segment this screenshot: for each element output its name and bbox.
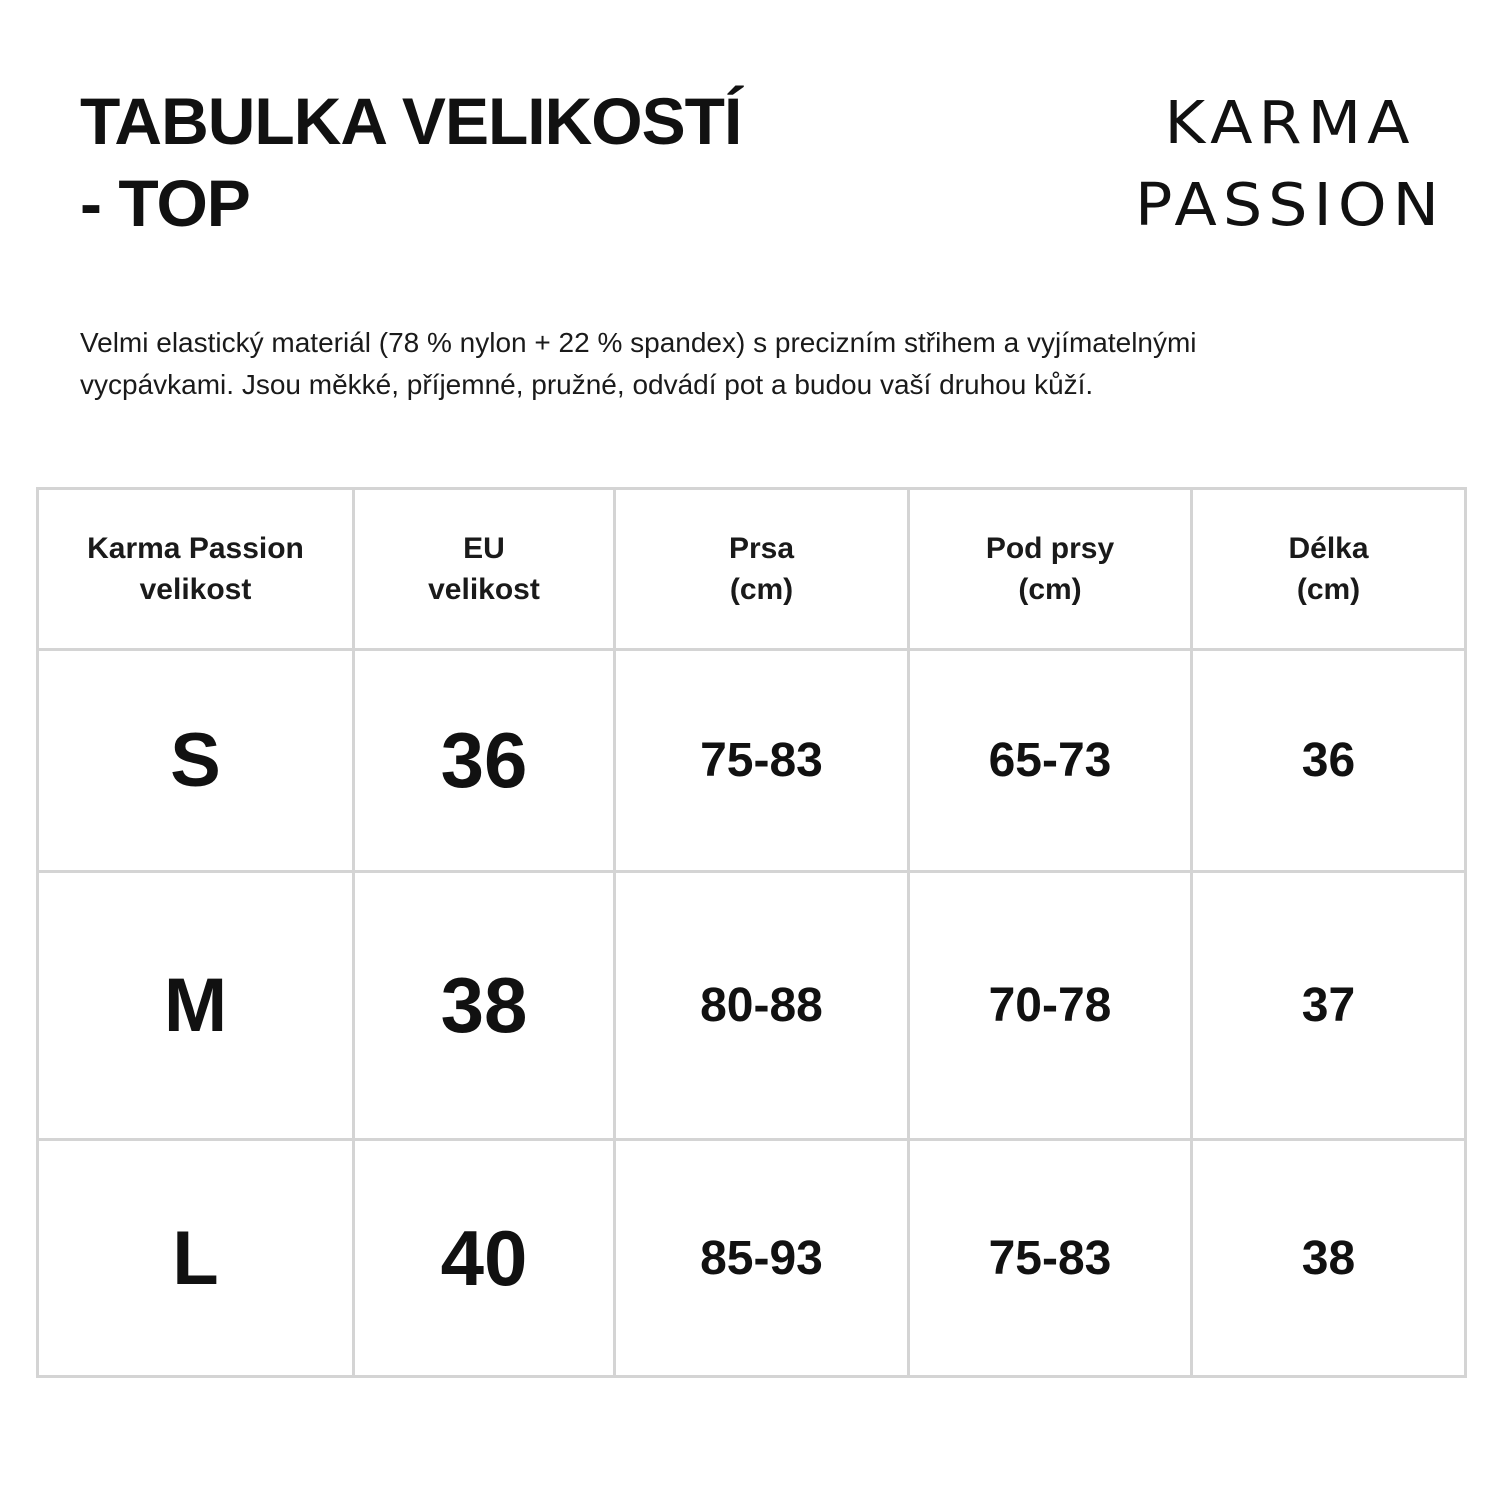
size-table bbox=[36, 487, 1467, 1378]
page-title-line-2: - TOP bbox=[80, 166, 250, 240]
description-line-2: vycpávkami. Jsou měkké, příjemné, pružné, odvádí pot a budou vaší druhou kůží. bbox=[80, 369, 1094, 400]
header-line: (cm) bbox=[1018, 573, 1082, 606]
table-header-row bbox=[38, 489, 1466, 650]
cell-underbust: 70-78 bbox=[909, 872, 1192, 1140]
cell-eu-size: 40 bbox=[354, 1140, 615, 1377]
cell-kp-size: M bbox=[38, 872, 354, 1140]
header-line: Karma Passion bbox=[87, 532, 304, 565]
header-line: EU bbox=[463, 532, 505, 565]
header-line: velikost bbox=[139, 573, 252, 606]
cell-eu-size: 38 bbox=[354, 872, 615, 1140]
cell-length: 37 bbox=[1192, 872, 1466, 1140]
header-line: (cm) bbox=[1296, 573, 1361, 606]
header-line: (cm) bbox=[729, 573, 794, 606]
page-title-line-1: TABULKA VELIKOSTÍ bbox=[80, 84, 742, 158]
header-eu-size bbox=[354, 489, 615, 650]
cell-length: 36 bbox=[1192, 650, 1466, 872]
table-row bbox=[38, 650, 1466, 872]
cell-bust: 75-83 bbox=[615, 650, 909, 872]
header-line: Pod prsy bbox=[985, 532, 1115, 565]
cell-kp-size: S bbox=[38, 650, 354, 872]
brand-logo-line-1: KARMA bbox=[1164, 87, 1416, 158]
cell-bust: 80-88 bbox=[615, 872, 909, 1140]
cell-bust: 85-93 bbox=[615, 1140, 909, 1377]
cell-length: 38 bbox=[1192, 1140, 1466, 1377]
cell-underbust: 65-73 bbox=[909, 650, 1192, 872]
brand-logo-line-2: PASSION bbox=[1134, 169, 1445, 240]
header-underbust bbox=[909, 489, 1192, 650]
header-line: velikost bbox=[428, 573, 540, 606]
header-line: Délka bbox=[1288, 532, 1369, 565]
header-bust bbox=[615, 489, 909, 650]
product-description bbox=[80, 322, 1420, 406]
header-length bbox=[1192, 489, 1466, 650]
table-row bbox=[38, 872, 1466, 1140]
cell-eu-size: 36 bbox=[354, 650, 615, 872]
cell-kp-size: L bbox=[38, 1140, 354, 1377]
cell-underbust: 75-83 bbox=[909, 1140, 1192, 1377]
description-line-1: Velmi elastický materiál (78 % nylon + 22 % spandex) s precizním střihem a vyjímatelnými bbox=[80, 327, 1197, 358]
header-kp-size bbox=[38, 489, 354, 650]
header-line: Prsa bbox=[728, 532, 795, 565]
brand-logo bbox=[1120, 82, 1460, 246]
page-title bbox=[80, 80, 980, 244]
table-row bbox=[38, 1140, 1466, 1377]
